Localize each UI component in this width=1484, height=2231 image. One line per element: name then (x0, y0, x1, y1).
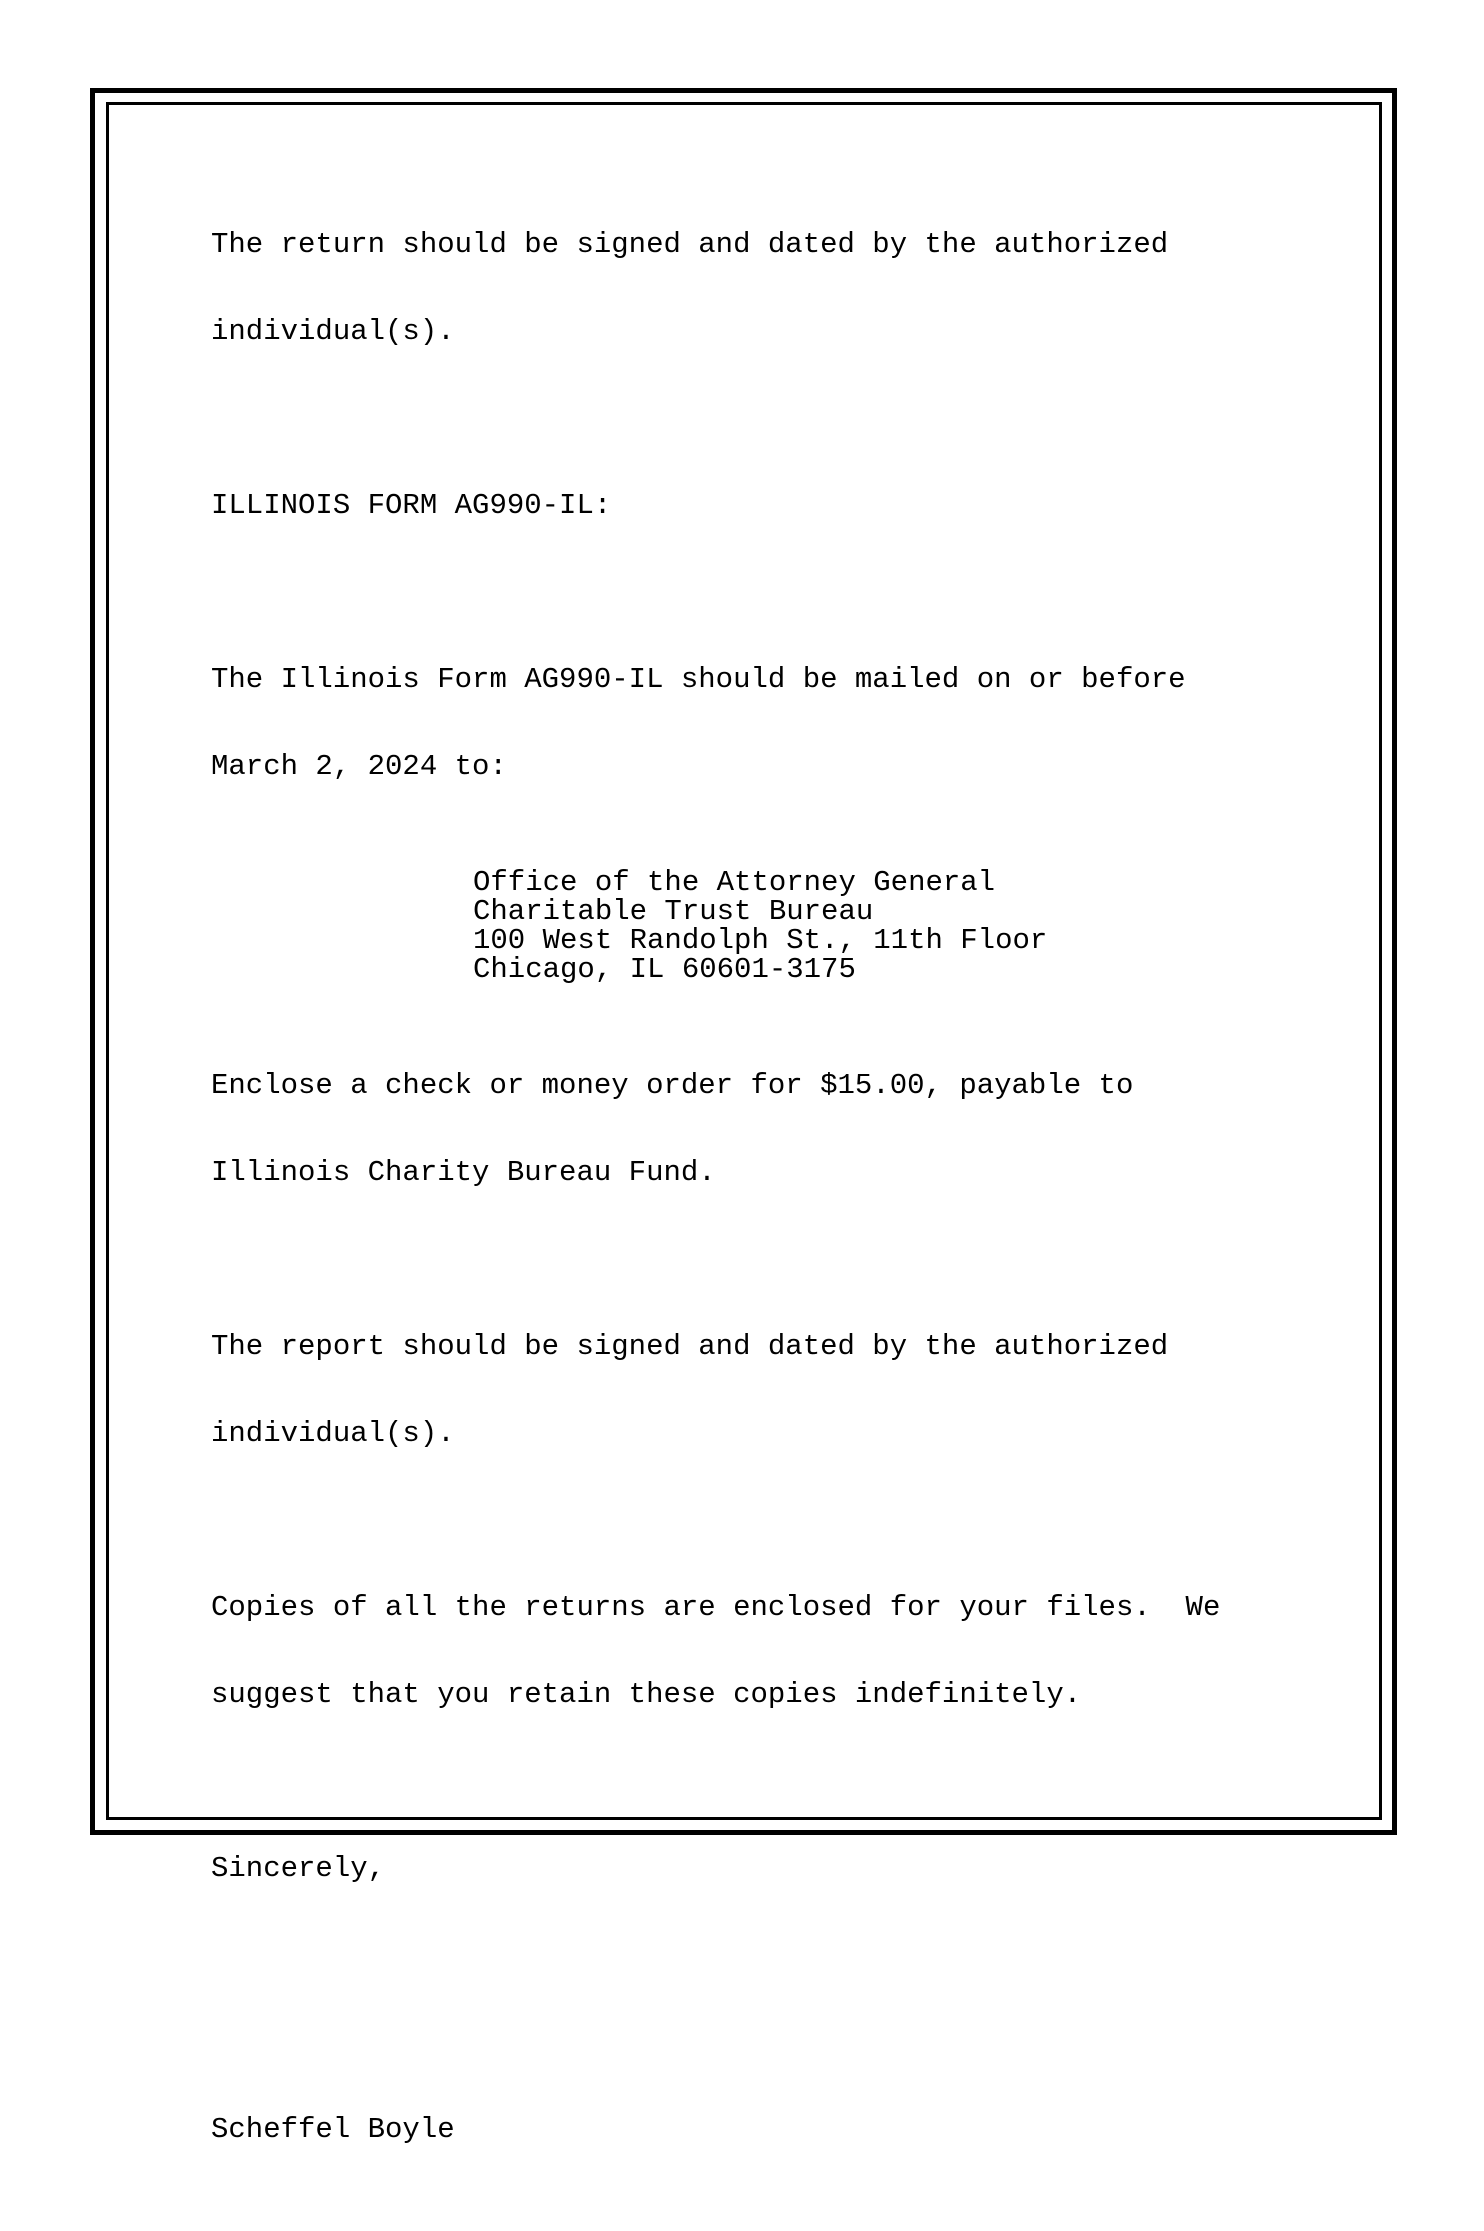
text-line: The Illinois Form AG990-IL should be mailed on or before (211, 663, 1186, 696)
section-heading (211, 433, 1311, 578)
signing-instruction-report (211, 1274, 1311, 1506)
text-line: Enclose a check or money order for $15.00, payable to (211, 1069, 1134, 1102)
text-line: suggest that you retain these copies indefinitely. (211, 1678, 1082, 1711)
text-line: individual(s). (211, 315, 455, 348)
signature-space (211, 1970, 1311, 2057)
text-line: March 2, 2024 to: (211, 750, 507, 783)
closing-text: Sincerely, (211, 1852, 386, 1885)
signer-name: Scheffel Boyle (211, 2113, 455, 2146)
mailing-address (473, 868, 1311, 984)
signer (211, 2057, 1311, 2202)
text-line: Illinois Charity Bureau Fund. (211, 1156, 716, 1189)
address-line: 100 West Randolph St., 11th Floor (473, 924, 1048, 957)
text-line: individual(s). (211, 1417, 455, 1450)
text-line: The report should be signed and dated by the authorized (211, 1330, 1169, 1363)
closing (211, 1796, 1311, 1941)
text-line: The return should be signed and dated by the authorized (211, 228, 1169, 261)
address-line: Charitable Trust Bureau (473, 895, 874, 928)
signing-instruction-return (211, 172, 1311, 404)
section-heading-text: ILLINOIS FORM AG990-IL: (211, 489, 612, 522)
mailing-instruction (211, 607, 1311, 839)
address-line: Chicago, IL 60601-3175 (473, 953, 856, 986)
copies-note (211, 1535, 1311, 1767)
address-line: Office of the Attorney General (473, 866, 996, 899)
letter-body (211, 172, 1311, 2231)
payment-instruction (211, 1013, 1311, 1245)
text-line: Copies of all the returns are enclosed for your files. We (211, 1591, 1221, 1624)
